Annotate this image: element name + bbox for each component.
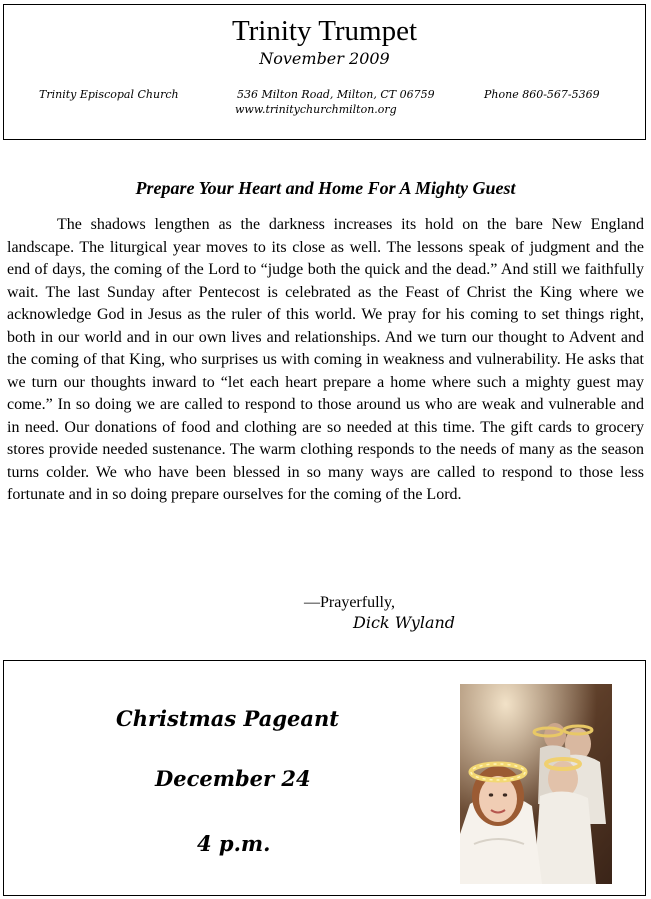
- article-paragraph: The shadows lengthen as the darkness increases its hold on the bare New England landscape. The liturgical year moves to its close as well. The lessons speak of judgment and the end of days, the coming of the Lord to “judge both the quick and the dead.” And still we faithfully wait. The last Sunday after Pentecost is celebrated as the Feast of Christ the King where we acknowledge God in Jesus as the ruler of this world. We pray for his coming to set things right, both in our world and in our own lives and relationships. And we turn our thought to Advent and the coming of that King, who surprises us with coming in weakness and vulnerability. He asks that we turn our thoughts inward to “let each heart prepare a home where such a mighty guest may come.” In so doing we are called to respond to those around us who are weak and vulnerable and in need. Our donations of food and clothing are so needed at this time. The gift cards to grocery stores provide needed sustenance. The warm clothing responds to the needs of many as the season turns colder. We who have been blessed in so many ways are called to respond to those less fortunate and in so doing prepare ourselves for the coming of the Lord.: [7, 216, 644, 503]
- pageant-photo-illustration: [460, 684, 612, 884]
- article-signature: Dick Wyland: [353, 613, 456, 632]
- church-address: 536 Milton Road, Milton, CT 06759: [237, 88, 435, 101]
- issue-date: November 2009: [259, 49, 390, 68]
- church-name: Trinity Episcopal Church: [39, 88, 179, 101]
- event-date: December 24: [155, 766, 311, 791]
- article-signoff: —Prayerfully,: [304, 594, 395, 611]
- church-phone: Phone 860-567-5369: [484, 88, 600, 101]
- event-time: 4 p.m.: [197, 831, 271, 856]
- event-title: Christmas Pageant: [116, 706, 339, 731]
- masthead: [3, 4, 646, 140]
- article-body: [7, 214, 644, 507]
- article-heading: Prepare Your Heart and Home For A Mighty Guest: [135, 178, 516, 198]
- pageant-photo: [460, 684, 612, 884]
- event-announcement: [3, 660, 646, 896]
- church-website: www.trinitychurchmilton.org: [235, 103, 397, 116]
- newsletter-title: Trinity Trumpet: [231, 15, 418, 47]
